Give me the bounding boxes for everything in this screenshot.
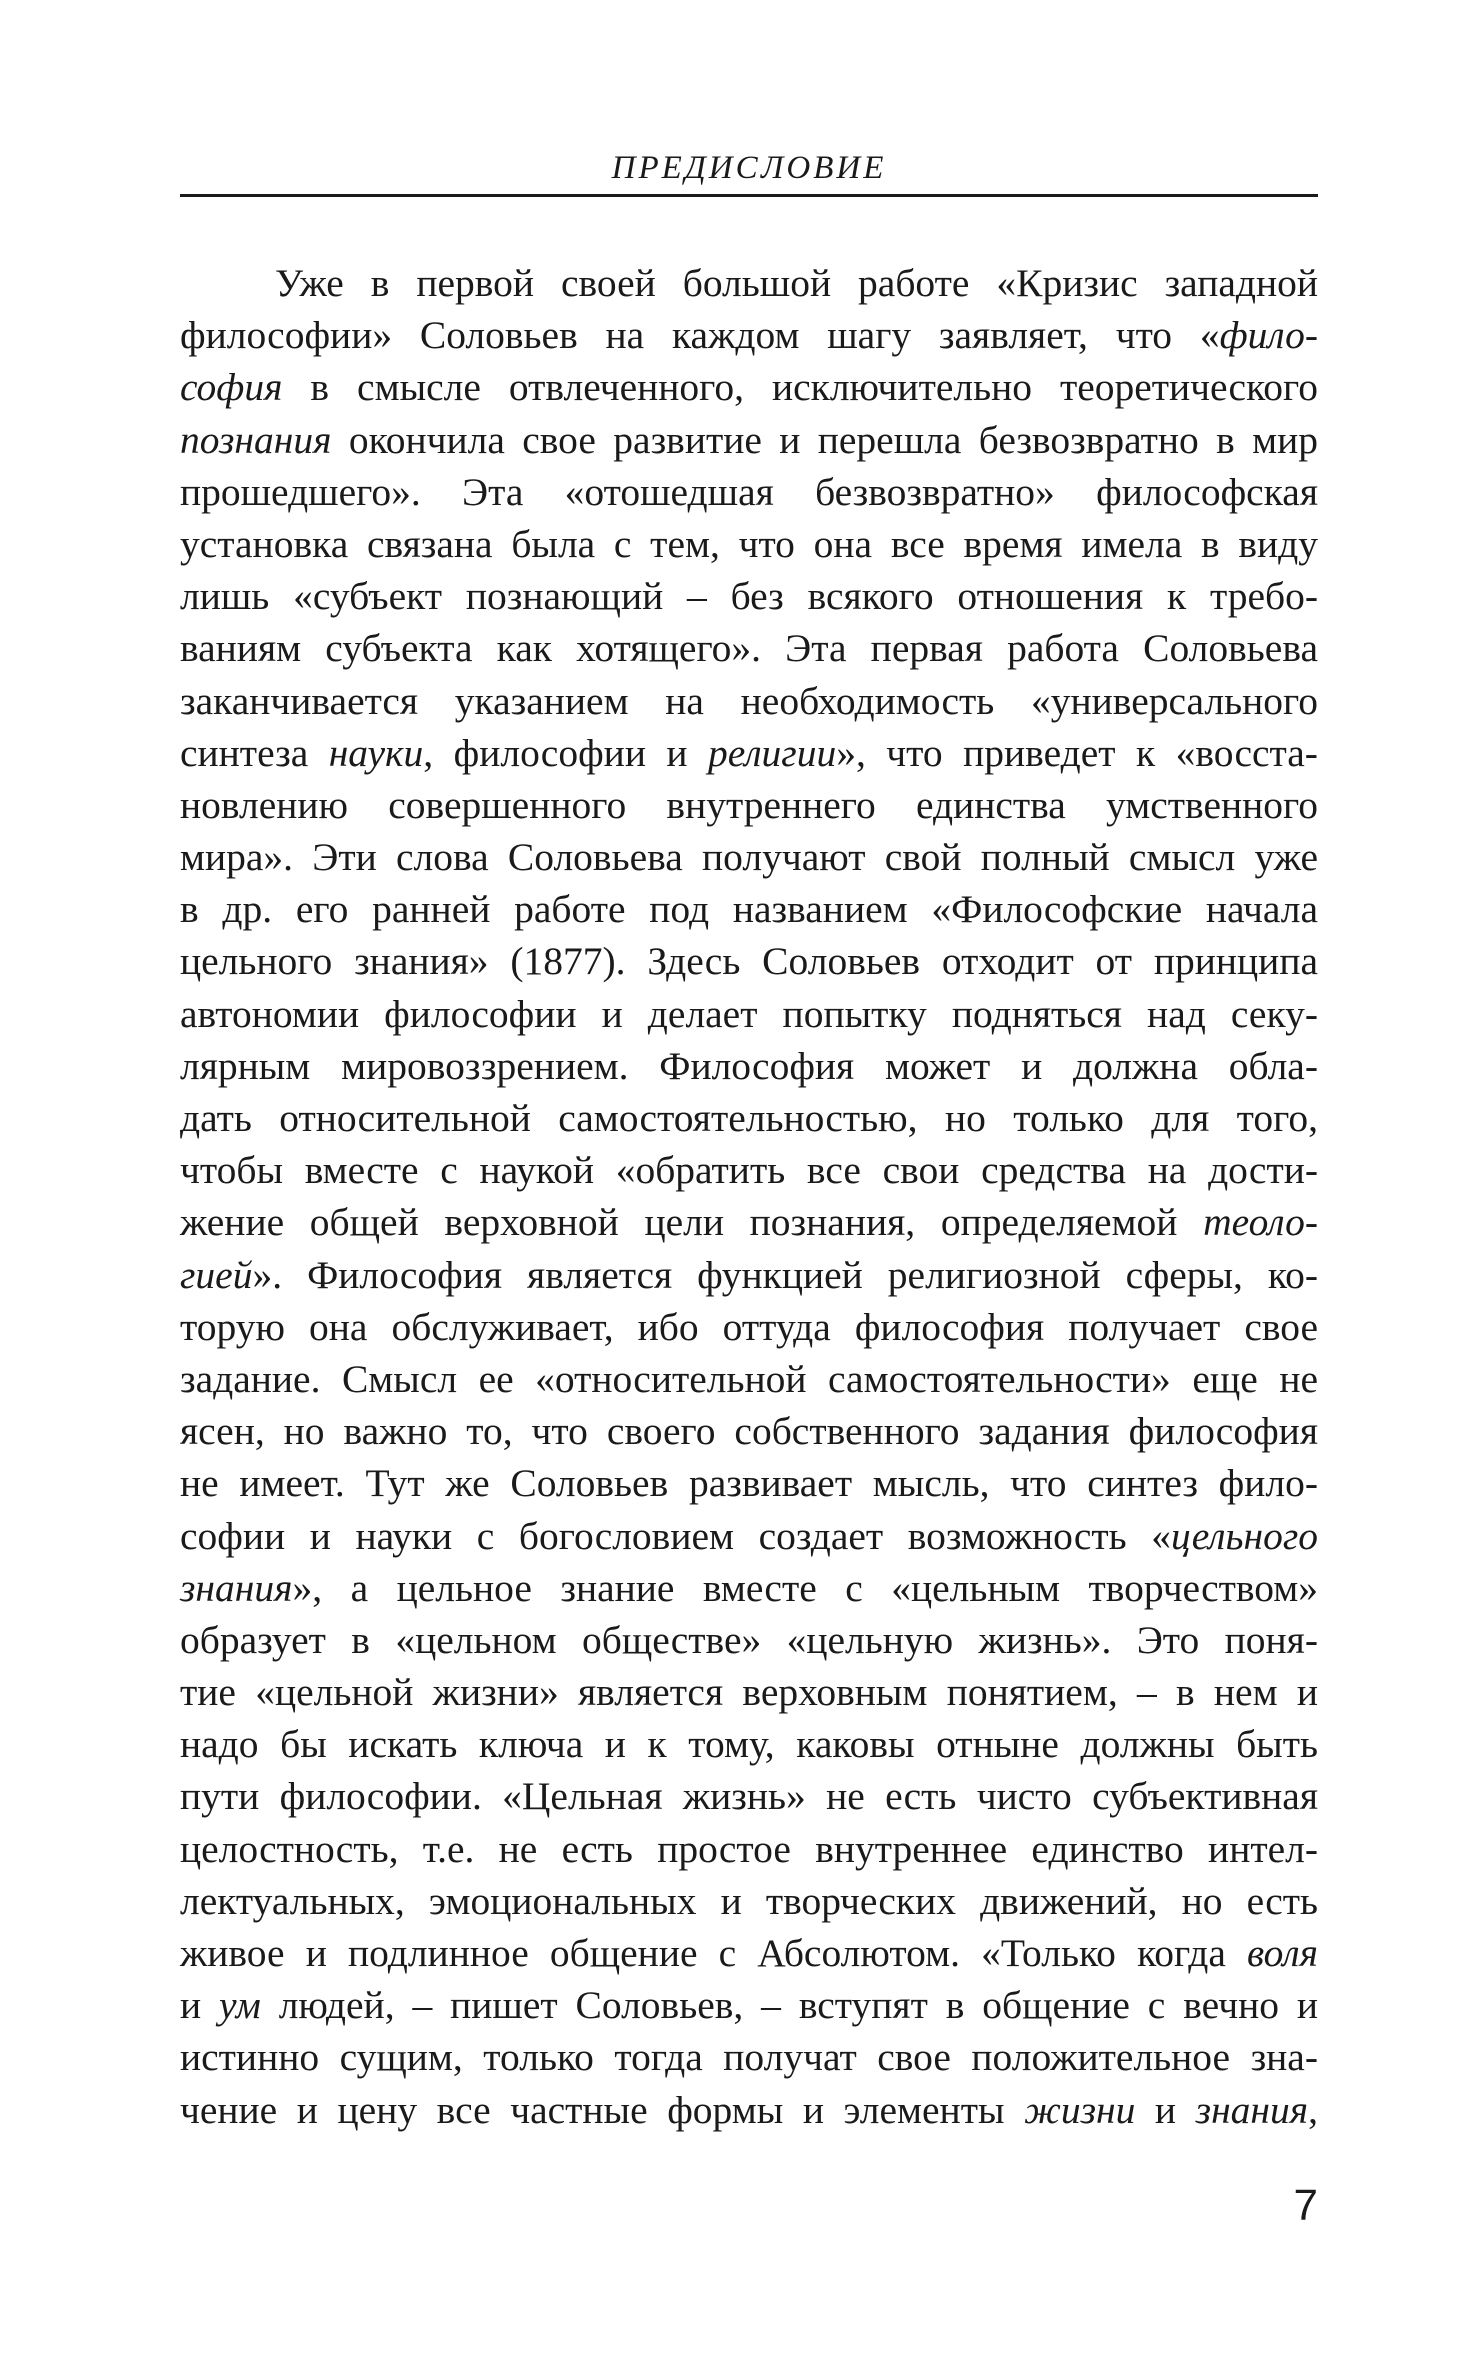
text-segment: в смысле отвлеченного, исключительно теоретического xyxy=(282,365,1318,410)
text-segment: ваниям субъекта как хотящего». Эта первая работа Соловьева xyxy=(180,626,1318,671)
text-line xyxy=(180,2031,1318,2083)
text-segment: философии» Соловьев на каждом шагу заявляет, что « xyxy=(180,313,1220,358)
text-line xyxy=(180,1249,1318,1301)
text-line xyxy=(180,1353,1318,1405)
text-segment: ». Философия является функцией религиозной сферы, ко- xyxy=(252,1252,1318,1297)
text-segment: не имеет. Тут же Соловьев развивает мысль, что синтез фило- xyxy=(180,1461,1318,1506)
text-line xyxy=(180,1405,1318,1457)
text-line xyxy=(180,1457,1318,1509)
text-line xyxy=(180,466,1318,518)
text-line xyxy=(180,1301,1318,1353)
text-line xyxy=(180,1823,1318,1875)
italic-text-segment: воля xyxy=(1247,1931,1318,1975)
text-line xyxy=(180,1040,1318,1092)
text-line xyxy=(180,257,1318,309)
text-line xyxy=(180,2084,1318,2136)
italic-text-segment: фило- xyxy=(1219,313,1318,358)
text-segment: лектуальных, эмоциональных и творческих движений, но есть xyxy=(180,1878,1318,1923)
text-segment: истинно сущим, только тогда получат свое положительное зна- xyxy=(180,2035,1318,2080)
text-line xyxy=(180,883,1318,935)
italic-text-segment: знания xyxy=(180,1565,293,1610)
text-segment: тие «цельной жизни» является верховным понятием, – в нем и xyxy=(180,1670,1318,1715)
body-text xyxy=(180,257,1318,2136)
text-segment: пути философии. «Цельная жизнь» не есть чисто субъективная xyxy=(180,1774,1318,1819)
italic-text-segment: науки xyxy=(328,730,424,775)
running-head-title: ПРЕДИСЛОВИЕ xyxy=(611,150,887,186)
italic-text-segment: софия xyxy=(180,365,283,410)
italic-text-segment: ум xyxy=(219,1983,261,2028)
text-line xyxy=(180,988,1318,1040)
text-segment: лярным мировоззрением. Философия может и должна обла- xyxy=(180,1043,1318,1088)
text-line xyxy=(180,1092,1318,1144)
text-segment: заканчивается указанием на необходимость «универсального xyxy=(180,678,1318,723)
text-segment: жение общей верховной цели познания, определяемой xyxy=(180,1200,1204,1245)
text-segment: цельного знания» (1877). Здесь Соловьев отходит от принципа xyxy=(180,939,1318,984)
text-segment: торую она обслуживает, ибо оттуда философия получает свое xyxy=(180,1304,1318,1349)
text-segment: , философии и xyxy=(423,730,709,775)
text-segment: дать относительной самостоятельностью, но только для того, xyxy=(180,1096,1318,1140)
text-segment: автономии философии и делает попытку подняться над секу- xyxy=(180,991,1318,1036)
text-segment: синтеза xyxy=(180,730,329,775)
italic-text-segment: теоло- xyxy=(1203,1200,1318,1245)
text-segment: Уже в первой своей большой работе «Кризис западной xyxy=(275,261,1318,305)
text-line xyxy=(180,1666,1318,1718)
text-segment: в др. его ранней работе под названием «Философские начала xyxy=(180,887,1318,932)
text-segment: целостность, т.е. не есть простое внутреннее единство интел- xyxy=(180,1826,1318,1871)
text-line xyxy=(180,1875,1318,1927)
text-line xyxy=(180,1718,1318,1770)
text-line xyxy=(180,831,1318,883)
text-segment: надо бы искать ключа и к тому, каковы отныне должны быть xyxy=(180,1722,1318,1767)
text-line xyxy=(180,1614,1318,1666)
text-segment: », что приведет к «восста- xyxy=(836,730,1318,775)
italic-text-segment: знания xyxy=(1195,2087,1309,2132)
text-segment: людей, – пишет Соловьев, – вступят в общение с вечно и xyxy=(260,1983,1319,2028)
text-segment: лишь «субъект познающий – без всякого отношения к требо- xyxy=(180,574,1318,619)
text-line xyxy=(180,1979,1318,2031)
text-line xyxy=(180,935,1318,987)
text-line xyxy=(180,1144,1318,1196)
text-line xyxy=(180,518,1318,570)
italic-text-segment: жизни xyxy=(1024,2087,1136,2132)
text-segment: задание. Смысл ее «относительной самостоятельности» еще не xyxy=(180,1356,1318,1401)
text-line xyxy=(180,361,1318,413)
text-segment: чтобы вместе с наукой «обратить все свои средства на дости- xyxy=(180,1148,1318,1193)
text-segment: чение и цену все частные формы и элементы xyxy=(180,2087,1025,2132)
italic-text-segment: познания xyxy=(180,417,332,462)
text-line xyxy=(180,1927,1318,1979)
text-segment: и xyxy=(180,1983,220,2028)
text-segment: софии и науки с богословием создает возможность « xyxy=(180,1513,1171,1558)
header-rule xyxy=(180,194,1318,197)
text-line xyxy=(180,414,1318,466)
text-segment: установка связана была с тем, что она все время имела в виду xyxy=(180,521,1318,566)
italic-text-segment: религии xyxy=(708,730,837,775)
text-line xyxy=(180,622,1318,674)
text-line xyxy=(180,1562,1318,1614)
text-segment: окончила свое развитие и перешла безвозвратно в мир xyxy=(331,417,1318,462)
text-line xyxy=(180,1196,1318,1248)
text-line xyxy=(180,1510,1318,1562)
text-segment: , xyxy=(1308,2087,1318,2132)
text-line xyxy=(180,309,1318,361)
text-segment: », а цельное знание вместе с «цельным творчеством» xyxy=(292,1565,1318,1610)
text-line xyxy=(180,1770,1318,1822)
text-segment: ясен, но важно то, что своего собственного задания философия xyxy=(180,1409,1318,1454)
text-segment: прошедшего». Эта «отошедшая безвозвратно» философская xyxy=(180,469,1318,514)
text-segment: новлению совершенного внутреннего единства умственного xyxy=(180,782,1318,827)
text-line xyxy=(180,570,1318,622)
text-line xyxy=(180,727,1318,779)
text-segment: мира». Эти слова Соловьева получают свой полный смысл уже xyxy=(180,835,1318,880)
italic-text-segment: цельного xyxy=(1171,1513,1318,1558)
text-segment: образует в «цельном обществе» «цельную жизнь». Это поня- xyxy=(180,1617,1318,1662)
text-segment: и xyxy=(1135,2087,1196,2132)
text-line xyxy=(180,675,1318,727)
text-line xyxy=(180,779,1318,831)
text-segment: живое и подлинное общение с Абсолютом. «Только когда xyxy=(180,1931,1248,1975)
italic-text-segment: гией xyxy=(180,1252,253,1297)
page-number: 7 xyxy=(1293,2181,1318,2230)
